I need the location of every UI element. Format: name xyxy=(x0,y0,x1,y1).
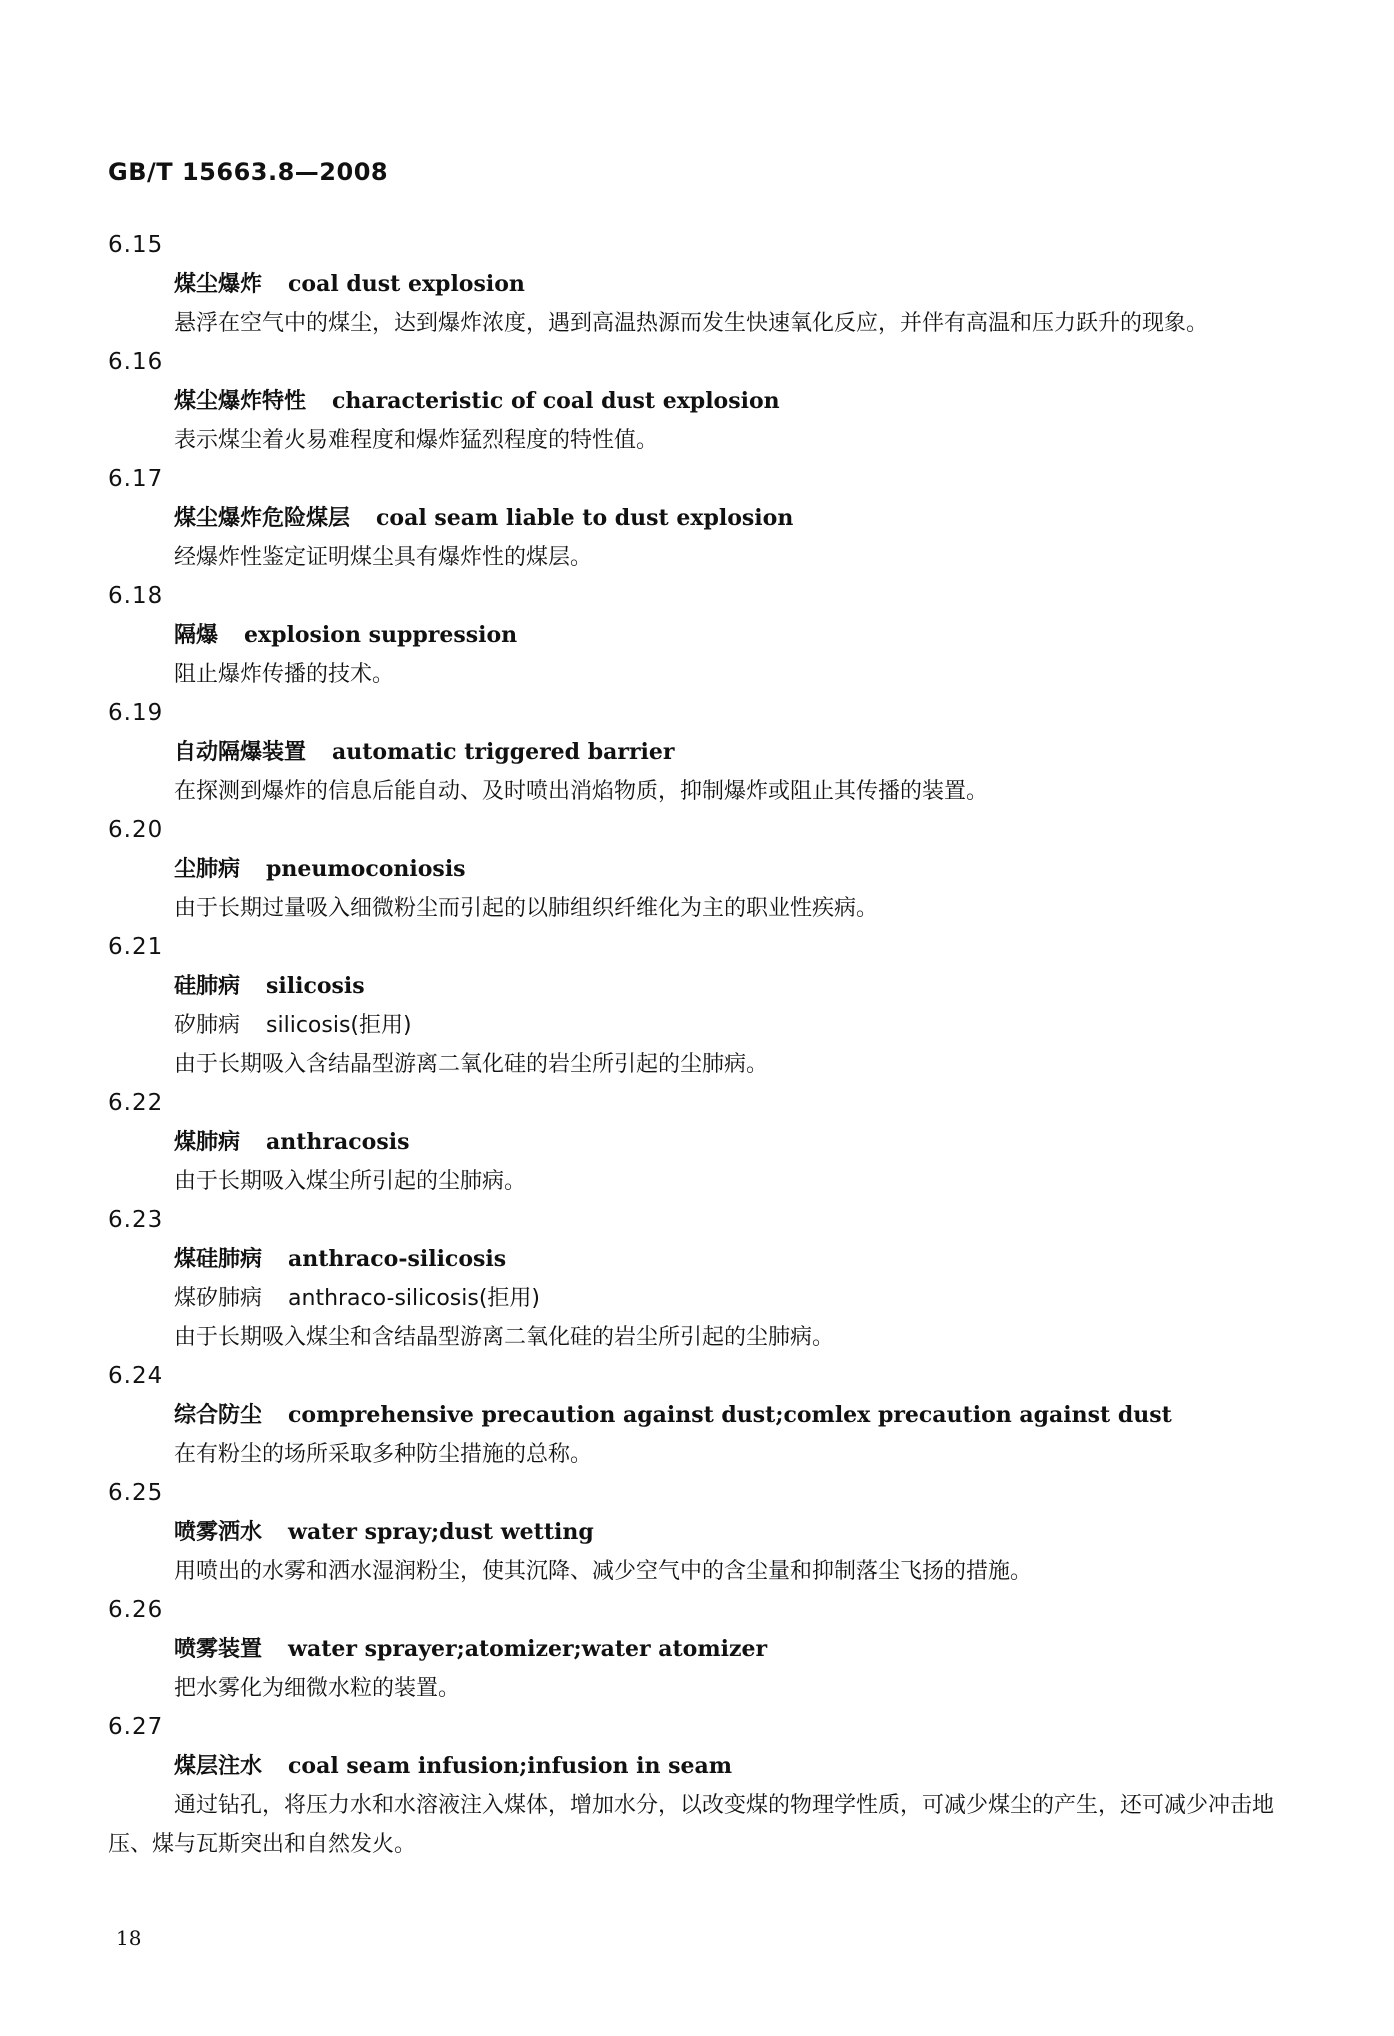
term-english: anthracosis xyxy=(266,1129,410,1155)
term-number: 6.26 xyxy=(108,1597,164,1623)
term-line xyxy=(108,616,1288,655)
page-number: 18 xyxy=(116,1926,142,1950)
term-definition: 由于长期吸入煤尘和含结晶型游离二氧化硅的岩尘所引起的尘肺病。 xyxy=(174,1325,835,1350)
term-entry xyxy=(108,343,1288,460)
term-line xyxy=(108,1240,1288,1279)
term-chinese: 煤层注水 xyxy=(174,1753,263,1779)
term-number: 6.24 xyxy=(108,1363,164,1389)
term-chinese: 硅肺病 xyxy=(174,973,241,999)
term-chinese: 煤尘爆炸特性 xyxy=(174,388,307,414)
term-definition: 经爆炸性鉴定证明煤尘具有爆炸性的煤层。 xyxy=(174,545,593,570)
term-english: characteristic of coal dust explosion xyxy=(332,388,780,414)
term-english: coal seam infusion;infusion in seam xyxy=(288,1753,733,1779)
term-number: 6.23 xyxy=(108,1207,164,1233)
term-number: 6.27 xyxy=(108,1714,164,1740)
term-chinese: 煤肺病 xyxy=(174,1129,241,1155)
term-english: water sprayer;atomizer;water atomizer xyxy=(288,1636,768,1662)
term-chinese: 喷雾装置 xyxy=(174,1636,263,1662)
term-line xyxy=(108,1123,1288,1162)
term-entry xyxy=(108,1201,1288,1357)
term-chinese: 煤尘爆炸危险煤层 xyxy=(174,505,351,531)
deprecated-term-line xyxy=(108,1006,1288,1045)
term-line xyxy=(108,265,1288,304)
term-english: pneumoconiosis xyxy=(266,856,466,882)
term-definition: 在探测到爆炸的信息后能自动、及时喷出消焰物质，抑制爆炸或阻止其传播的装置。 xyxy=(174,779,989,804)
term-line xyxy=(108,1630,1288,1669)
term-line xyxy=(108,382,1288,421)
deprecated-term-chinese: 煤矽肺病 xyxy=(174,1286,263,1311)
term-line xyxy=(108,499,1288,538)
term-definition: 阻止爆炸传播的技术。 xyxy=(174,662,395,687)
term-english: explosion suppression xyxy=(244,622,518,648)
term-chinese: 煤硅肺病 xyxy=(174,1246,263,1272)
term-list xyxy=(108,226,1288,1864)
term-line xyxy=(108,967,1288,1006)
term-chinese: 煤尘爆炸 xyxy=(174,271,263,297)
term-number: 6.18 xyxy=(108,583,164,609)
term-entry xyxy=(108,460,1288,577)
term-number: 6.22 xyxy=(108,1090,164,1116)
term-number: 6.25 xyxy=(108,1480,164,1506)
term-chinese: 喷雾洒水 xyxy=(174,1519,263,1545)
term-definition: 通过钻孔，将压力水和水溶液注入煤体，增加水分，以改变煤的物理学性质，可减少煤尘的产生，还可减少冲击地压、煤与瓦斯突出和自然发火。 xyxy=(108,1793,1275,1857)
term-number: 6.20 xyxy=(108,817,164,843)
term-definition: 由于长期吸入煤尘所引起的尘肺病。 xyxy=(174,1169,527,1194)
standard-code: GB/T 15663.8—2008 xyxy=(108,158,389,186)
term-english: automatic triggered barrier xyxy=(332,739,675,765)
term-entry xyxy=(108,1084,1288,1201)
term-line xyxy=(108,1396,1288,1435)
term-line xyxy=(108,850,1288,889)
deprecated-term-line xyxy=(108,1279,1288,1318)
term-entry xyxy=(108,1708,1288,1864)
term-definition: 把水雾化为细微水粒的装置。 xyxy=(174,1676,461,1701)
term-chinese: 隔爆 xyxy=(174,622,219,648)
deprecated-term-chinese: 矽肺病 xyxy=(174,1013,241,1038)
term-english: silicosis xyxy=(266,973,365,999)
term-number: 6.17 xyxy=(108,466,164,492)
term-entry xyxy=(108,694,1288,811)
term-entry xyxy=(108,1474,1288,1591)
term-english: comprehensive precaution against dust;comlex precaution against dust xyxy=(288,1402,1172,1428)
term-english: anthraco-silicosis xyxy=(288,1246,507,1272)
term-chinese: 自动隔爆装置 xyxy=(174,739,307,765)
term-definition: 在有粉尘的场所采取多种防尘措施的总称。 xyxy=(174,1442,593,1467)
term-entry xyxy=(108,226,1288,343)
term-entry xyxy=(108,1357,1288,1474)
term-english: water spray;dust wetting xyxy=(288,1519,594,1545)
deprecated-term-english: silicosis(拒用) xyxy=(266,1013,412,1038)
term-definition: 由于长期吸入含结晶型游离二氧化硅的岩尘所引起的尘肺病。 xyxy=(174,1052,769,1077)
term-definition: 用喷出的水雾和洒水湿润粉尘，使其沉降、减少空气中的含尘量和抑制落尘飞扬的措施。 xyxy=(174,1559,1033,1584)
term-chinese: 尘肺病 xyxy=(174,856,241,882)
term-number: 6.19 xyxy=(108,700,164,726)
term-english: coal seam liable to dust explosion xyxy=(376,505,794,531)
term-english: coal dust explosion xyxy=(288,271,525,297)
term-entry xyxy=(108,928,1288,1084)
deprecated-term-english: anthraco-silicosis(拒用) xyxy=(288,1286,540,1311)
term-line xyxy=(108,733,1288,772)
term-number: 6.16 xyxy=(108,349,164,375)
term-line xyxy=(108,1747,1288,1786)
term-definition: 表示煤尘着火易难程度和爆炸猛烈程度的特性值。 xyxy=(174,428,659,453)
term-line xyxy=(108,1513,1288,1552)
term-entry xyxy=(108,811,1288,928)
term-entry xyxy=(108,1591,1288,1708)
term-chinese: 综合防尘 xyxy=(174,1402,263,1428)
term-entry xyxy=(108,577,1288,694)
term-definition: 由于长期过量吸入细微粉尘而引起的以肺组织纤维化为主的职业性疾病。 xyxy=(174,896,879,921)
term-number: 6.21 xyxy=(108,934,164,960)
term-number: 6.15 xyxy=(108,232,164,258)
term-definition: 悬浮在空气中的煤尘，达到爆炸浓度，遇到高温热源而发生快速氧化反应，并伴有高温和压力跃升的现象。 xyxy=(174,311,1209,336)
